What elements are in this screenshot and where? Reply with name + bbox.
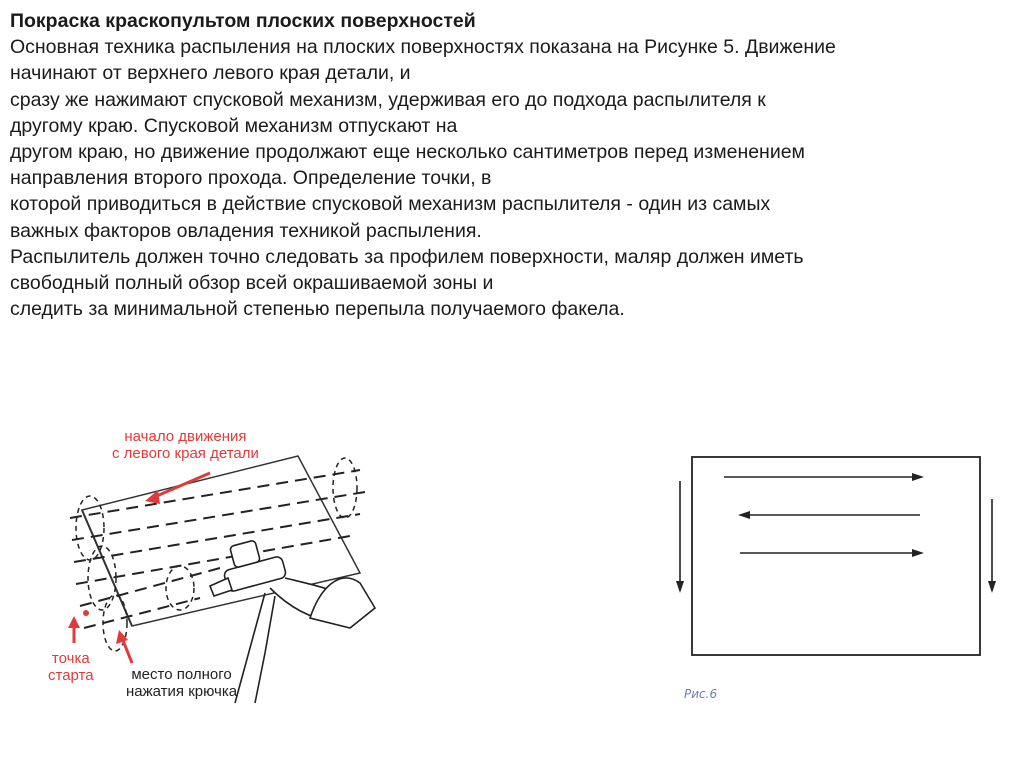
paragraph-line: направления второго прохода. Определение точки, в	[10, 167, 492, 190]
paragraph-line: Основная техника распыления на плоских поверхностях показана на Рисунке 5. Движение	[10, 36, 836, 59]
paragraph-line: другому краю. Спусковой механизм отпускают на	[10, 114, 458, 137]
paragraph-line: сразу же нажимают спусковой механизм, удерживая его до подхода распылителя к	[10, 88, 766, 111]
label-start-motion	[112, 428, 259, 462]
panel-rectangle	[692, 457, 980, 655]
spray-technique-figure	[48, 418, 390, 708]
label-line: точка	[51, 650, 90, 667]
text-block	[10, 8, 1010, 322]
label-start-point	[48, 650, 94, 684]
panel-left-edge	[82, 510, 132, 626]
figure-caption: Рис.6	[684, 687, 718, 701]
spray-pass-diagram	[668, 445, 1008, 725]
paragraph-line: начинают от верхнего левого края детали, и	[10, 62, 411, 85]
paragraph-line: Распылитель должен точно следовать за профилем поверхности, маляр должен иметь	[10, 245, 804, 268]
label-line: с левого края детали	[112, 445, 259, 462]
pass-diagram-svg	[668, 445, 1008, 685]
label-line: старта	[48, 667, 94, 684]
label-line: место полного	[131, 666, 232, 683]
pass-arrows	[676, 473, 996, 593]
label-full-press	[126, 666, 237, 700]
paragraph-line: свободный полный обзор всей окрашиваемой зоны и	[10, 272, 494, 295]
paragraph-line: другом краю, но движение продолжают еще несколько сантиметров перед изменением	[10, 141, 805, 164]
label-line: нажатия крючка	[126, 683, 238, 700]
paragraph-line: важных факторов овладения техникой распыления.	[10, 219, 482, 242]
start-point-marker	[83, 610, 89, 616]
paragraph-line: которой приводиться в действие спусковой механизм распылителя - один из самых	[10, 193, 771, 216]
paragraph-line: следить за минимальной степенью перепыла получаемого факела.	[10, 298, 625, 321]
label-line: начало движения	[124, 428, 247, 445]
slide-heading: Покраска краскопультом плоских поверхностей	[10, 10, 476, 32]
